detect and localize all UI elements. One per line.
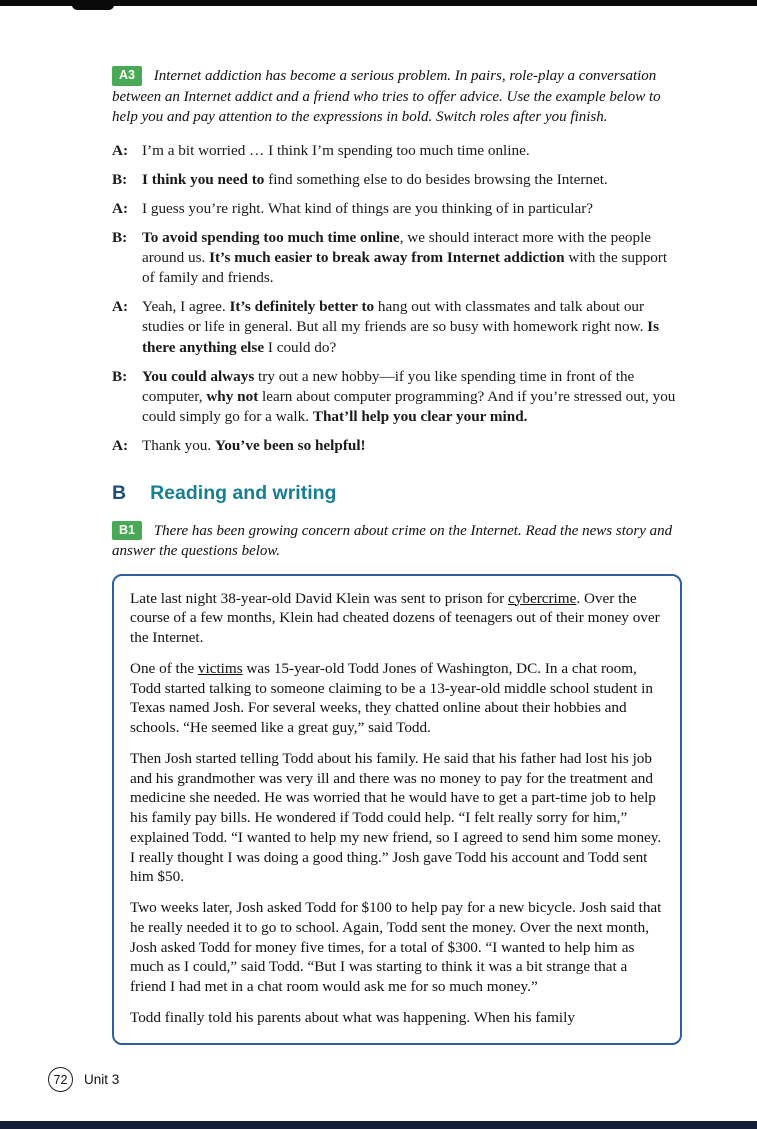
story-paragraph: Then Josh started telling Todd about his family. He said that his father had lost his job and his grandmother was very ill and there was no money to pay for the treatment and medicine she needed. He was worried that he would have to get a part-time job to help his family pay bills. He wondered if Todd could help. “I felt really sorry for him,” explained Todd. “I wanted to help my new friend, so I agreed to send him some money. I really thought I was doing a good thing.” Josh gave Todd his account and Todd sent him $50. — [130, 749, 662, 886]
speaker-label: A: — [112, 436, 129, 454]
speaker-label: A: — [112, 298, 129, 316]
speaker-label: B: — [112, 229, 128, 247]
dialogue-text: I guess you’re right. What kind of things are you thinking of in particular? — [142, 200, 594, 218]
speaker-label: A: — [112, 200, 129, 218]
page-content — [112, 66, 682, 1045]
dialogue-text: You could always try out a new hobby—if you like spending time in front of the computer, why not learn about computer programming? And if you’re stressed out, you could simply go for a walk. That’ll help you clear your mind. — [142, 367, 676, 425]
dialogue-text: To avoid spending too much time online, we should interact more with the people around us. It’s much easier to break away from Internet addiction with the support of family and friends. — [142, 229, 668, 287]
speaker-label: B: — [112, 171, 128, 189]
b1-badge: B1 — [112, 521, 142, 541]
page-number-badge: 72 — [48, 1067, 73, 1092]
b1-instruction-block — [112, 521, 682, 562]
dialogue — [112, 141, 682, 456]
a3-instruction-block — [112, 66, 682, 127]
a3-badge: A3 — [112, 66, 142, 86]
top-left-tab — [72, 0, 114, 10]
story-paragraph: Todd finally told his parents about what was happening. When his family — [130, 1008, 575, 1026]
story-paragraph: Two weeks later, Josh asked Todd for $100 to help pay for a new bicycle. Josh said that he really needed it to go to school. Again, Todd sent the money. Over the next month, Josh asked Todd for money five times, for a total of $300. “I wanted to help him as much as I could,” said Todd. “But I was starting to think it was a bit strange that a friend I had met in a chat room would ask me for so much money.” — [130, 899, 662, 996]
dialogue-line — [112, 170, 682, 190]
bottom-edge-bar — [0, 1121, 757, 1129]
section-b-letter: B — [112, 481, 127, 504]
page-footer — [48, 1067, 119, 1092]
dialogue-line — [112, 141, 682, 161]
dialogue-text: I’m a bit worried … I think I’m spending too much time online. — [142, 142, 530, 159]
dialogue-line — [112, 436, 682, 456]
dialogue-line — [112, 297, 682, 357]
speaker-label: B: — [112, 367, 128, 385]
news-story-box — [112, 574, 682, 1045]
dialogue-line — [112, 228, 682, 288]
a3-instruction-text: Internet addiction has become a serious problem. In pairs, role-play a conversation between an Internet addict and a friend who tries to offer advice. Use the example below to help you and pay attention to the expressions in bold. Switch roles after you finish. — [112, 68, 661, 125]
unit-label: Unit 3 — [84, 1072, 120, 1087]
story-paragraph: Late last night 38-year-old David Klein was sent to prison for cybercrime. Over the course of a few months, Klein had cheated dozens of teenagers out of their money over the Internet. — [130, 589, 660, 647]
dialogue-text: I think you need to find something else to do besides browsing the Internet. — [142, 171, 608, 189]
dialogue-line — [112, 367, 682, 427]
section-b-title: Reading and writing — [150, 481, 337, 504]
dialogue-text: Yeah, I agree. It’s definitely better to hang out with classmates and talk about our studies or life in general. But all my friends are so busy with homework right now. Is there anything else I could do? — [142, 298, 659, 356]
dialogue-text: Thank you. You’ve been so helpful! — [142, 436, 366, 454]
speaker-label: A: — [112, 142, 129, 159]
dialogue-line — [112, 199, 682, 219]
story-paragraph: One of the victims was 15-year-old Todd Jones of Washington, DC. In a chat room, Todd started talking to someone claiming to be a 13-year-old middle school student in Texas named Josh. For several weeks, they chatted online about their hobbies and schools. “He seemed like a great guy,” said Todd. — [130, 659, 653, 737]
b1-instruction-text: There has been growing concern about crime on the Internet. Read the news story and answer the questions below. — [112, 522, 673, 560]
section-b-heading — [112, 482, 682, 505]
